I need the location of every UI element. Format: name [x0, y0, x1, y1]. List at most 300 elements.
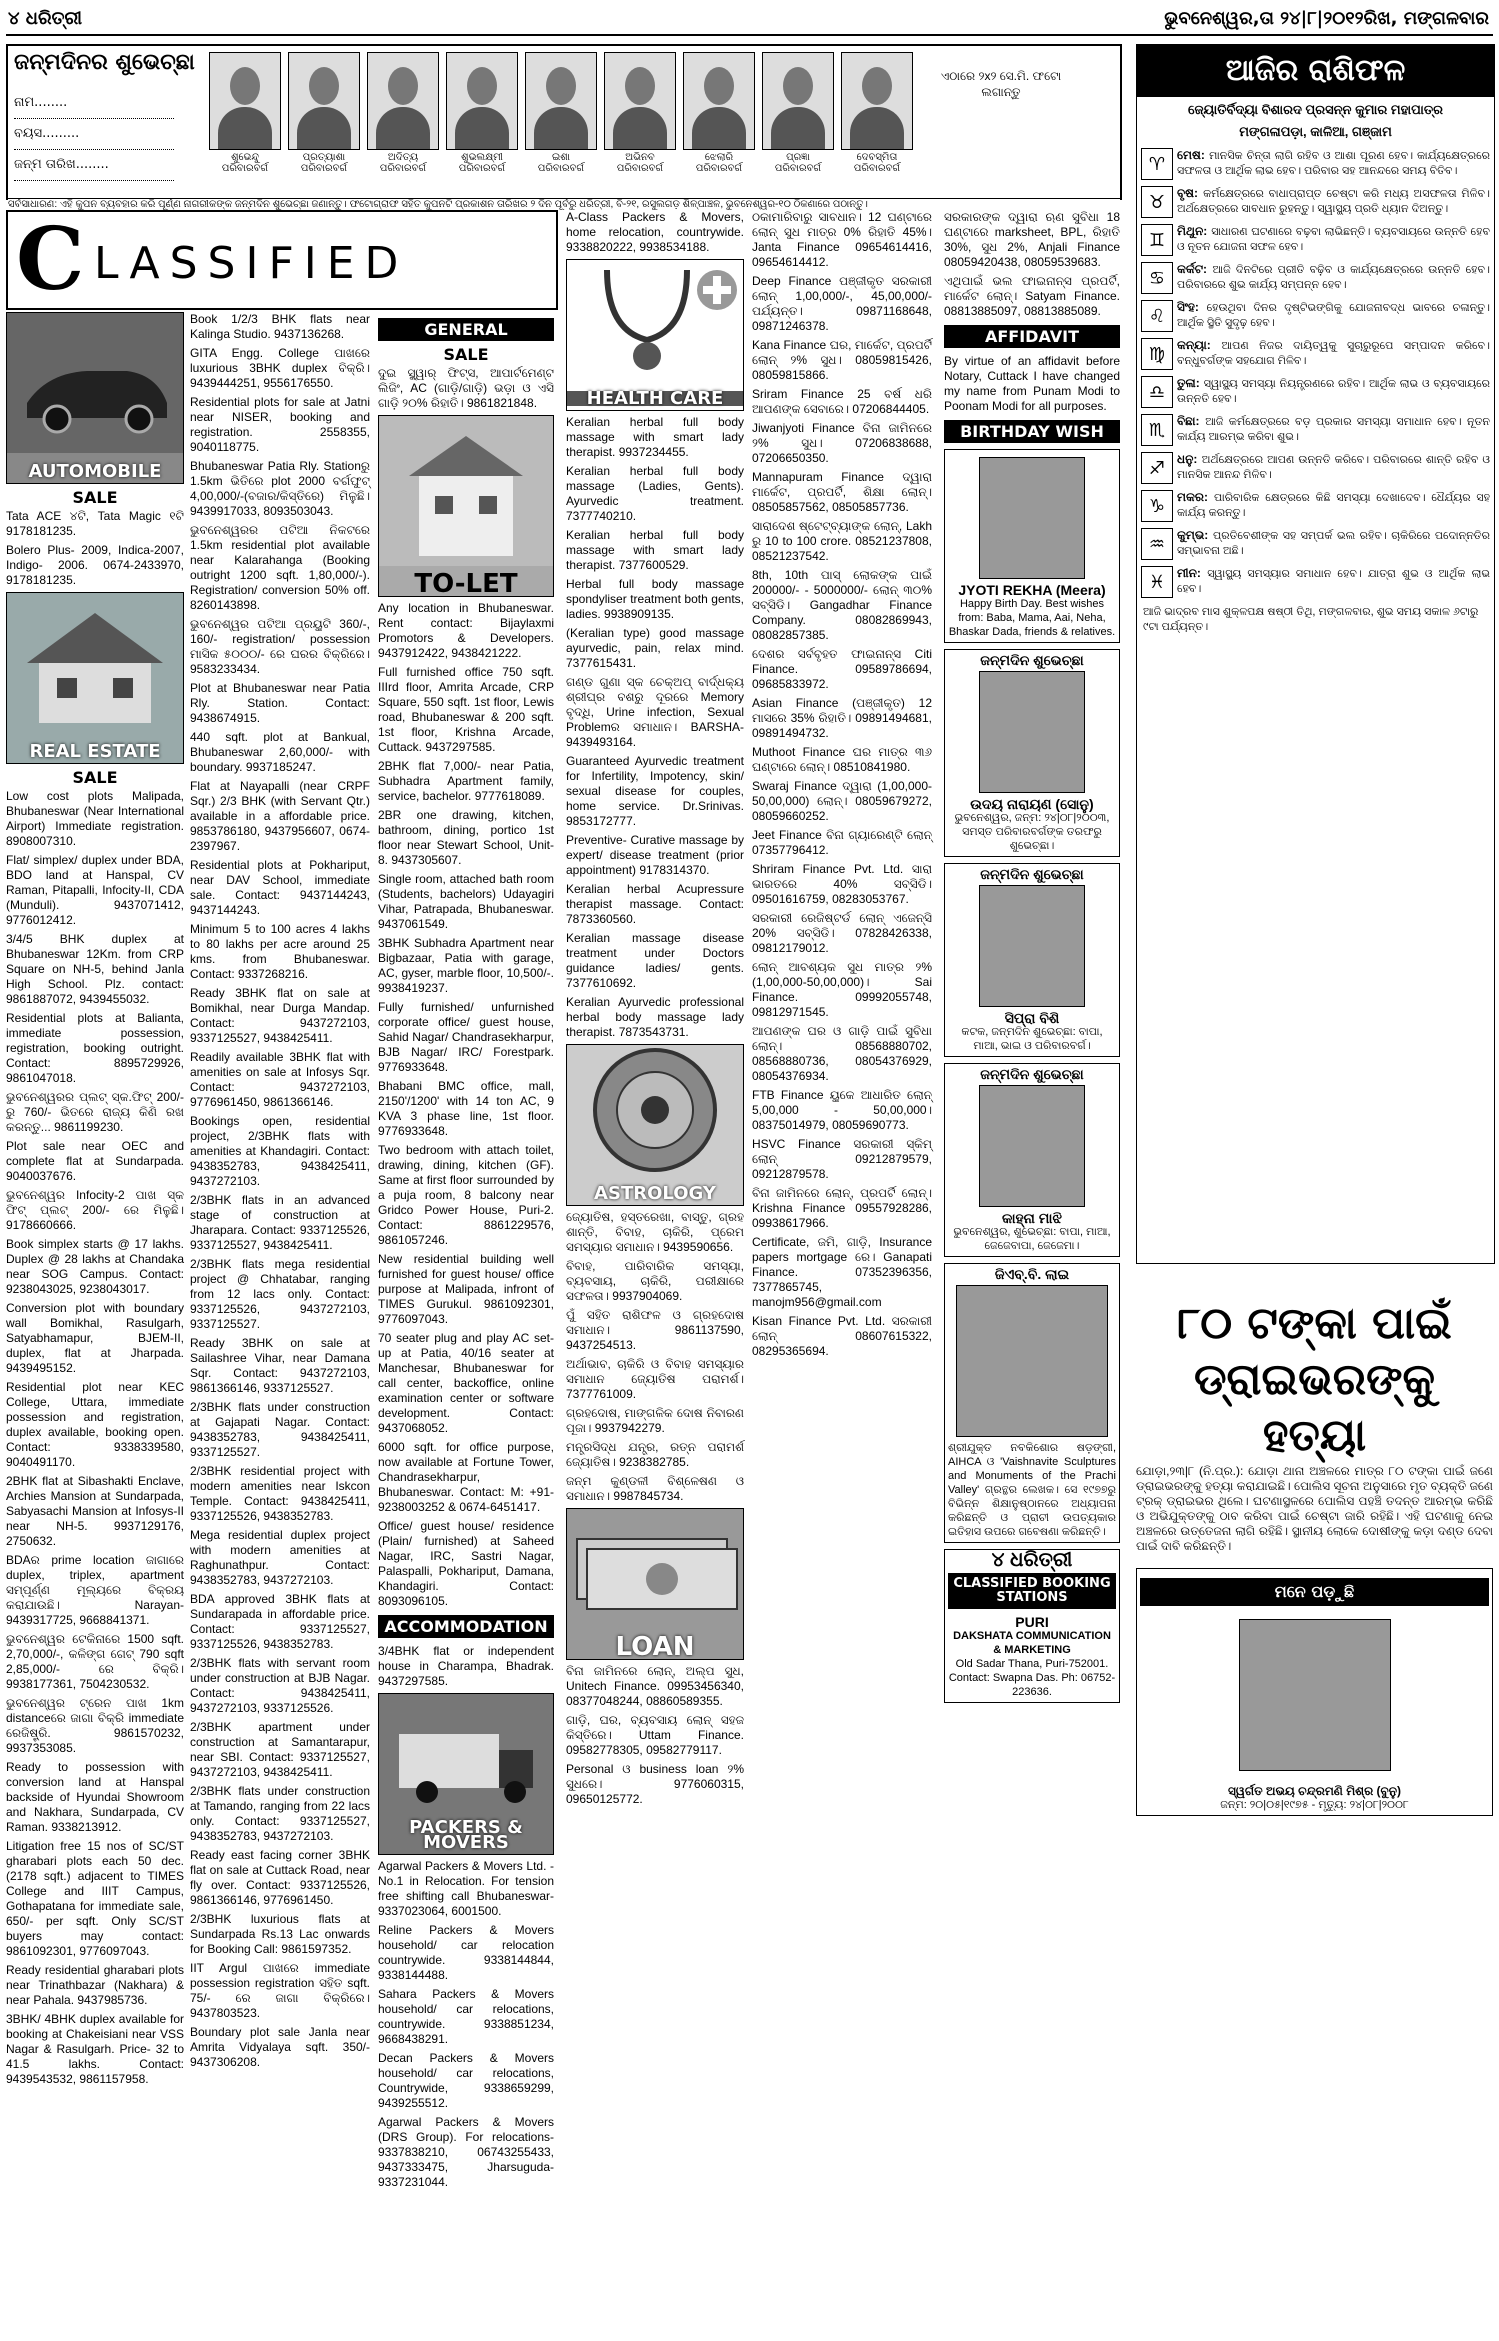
- banner-c: C: [16, 209, 85, 310]
- jan1-heading: ଜନ୍ମଦିନ ଶୁଭେଚ୍ଛା: [980, 652, 1084, 668]
- col4-health-ads: [566, 415, 744, 1040]
- ad-tolet-3: 2BR one drawing, kitchen, bathroom, dining, portico 1st floor near Stewart School, Unit-8. 9437305607.: [378, 808, 554, 867]
- ad-col2-1: GITA Engg. College ପାଖରେ luxurious 3BHK duplex ବିକ୍ରି। 9439444251, 9556176550.: [190, 346, 370, 390]
- page-header: [6, 4, 1493, 36]
- kid-name: ଅଦିତ୍ୟ: [387, 152, 419, 163]
- ad-realestate-4: ଭୁବନେଶ୍ୱରର ପ୍ଲଟ୍ ସ୍କ.ଫିଟ୍ 200/- ରୁ 760/- ଭିତରେ ରାଜ୍ୟ କିଣି ରଖ କରନ୍ତୁ... 9861199230.: [6, 1090, 184, 1134]
- ad-realestate-11: BDAର prime location ଜାଗାରେ duplex, triplex, apartment ସମ୍ପୂର୍ଣ୍ଣ ମୂଲ୍ୟରେ ବିକ୍ରୟ କରାଯାଉଛି। Narayan- 9439317725, 9668841371.: [6, 1553, 184, 1627]
- ad-realestate-1: Flat/ simplex/ duplex under BDA, BDO land at Hanspal, CV Raman, Pitapalli, Infocity-II, CDA (Munduli). 9437071412, 9776012412.: [6, 853, 184, 927]
- ad-col2-20: BDA approved 3BHK flats at Sundarapada in affordable price. Contact: 9337125527, 9337125526, 9438352783.: [190, 1592, 370, 1651]
- ad-health-6: Guaranteed Ayurvedic treatment for Infertility, Impotency, skin/ sexual disease for couples, home service. Dr.Srinivas. 9853172777.: [566, 754, 744, 828]
- kid-photo: [604, 52, 676, 150]
- rashi-sign: [1137, 411, 1494, 449]
- kid-sub: ପରିବାରବର୍ଗ: [616, 163, 664, 174]
- jan3-heading: ଜନ୍ମଦିନ ଶୁଭେଚ୍ଛା: [980, 1066, 1084, 1082]
- ad-finance-9: Muthoot Finance ଘର ମାତ୍ର ୩୬ ଘଣ୍ଟାରେ ଲୋନ୍। 08510841980.: [752, 745, 932, 774]
- packers-label: PACKERS & MOVERS: [409, 1817, 523, 1853]
- rashi-name: ସିଂହ:: [1177, 300, 1207, 314]
- birthday-wish-box: [944, 449, 1120, 643]
- kid-name: ପ୍ରତ୍ୟାଶା: [302, 152, 346, 163]
- kid-photo: [288, 52, 360, 150]
- jan3-photo: [979, 1085, 1085, 1207]
- birthday-footer: ସର୍ବସାଧାରଣ: ଏହି କୁପନ ବ୍ୟବହାର କରି ପୂର୍ଣ୍ଣ ନାଗରୀକଙ୍କ ଜନ୍ମଦିନ ଶୁଭେଚ୍ଛା ଜଣାନ୍ତୁ। ଫଟୋଗ୍ରାଫ ସହିତ କୁପନଟି ପ୍ରକାଶନ ତାରିଖର ୨ ଦିନ ପୂର୍ବରୁ ଧରିତ୍ରୀ, ବି-୨୧, ରସୁଲଗଡ଼ ଶିଳ୍ପାଞ୍ଚଳ, ଭୁବନେଶ୍ୱର-୧୦ ଠିକଣାରେ ପଠାନ୍ତୁ।: [8, 198, 1120, 210]
- kid-card: [287, 52, 361, 182]
- rashi-sign: [1137, 145, 1494, 183]
- col1-auto-ads: [6, 509, 184, 588]
- kid-photo: [683, 52, 755, 150]
- ad-tolet-10: 70 seater plug and play AC set-up at Patia, 40/16 seater at Manchesar, Bhubaneswar for call center, backoffice, online examination center or software development. Contact: 9437068052.: [378, 1331, 554, 1435]
- col3-accommodation-ads: [378, 1644, 554, 1689]
- ad-loan-0: ବିନା ଜାମିନରେ ଲୋନ୍, ଅଲ୍ପ ସୁଧ, Unitech Finance. 09953456340, 08377048244, 08860589355.: [566, 1664, 744, 1708]
- ad-col2-11: Ready 3BHK flat on sale at Bomikhal, near Durga Mandap. Contact: 9437272103, 9337125527, 9438425411.: [190, 986, 370, 1045]
- astrology-image: [566, 1044, 744, 1206]
- real-estate-image: [6, 592, 184, 764]
- ad-col2-26: IIT Argul ପାଖରେ immediate possession registration ସହିତ sqft. 75/- ରେ ଜାଗା ବିକ୍ରିରେ। 9437803523.: [190, 1961, 370, 2020]
- rashi-sign: [1137, 221, 1494, 259]
- ad-col6-0: ସରକାରଙ୍କ ଦ୍ୱାରା ଋଣ ସୁବିଧା 18 ଘଣ୍ଟାରେ marksheet, BPL, ରିହାତି 30%, ସୁଧ 2%, Anjali Finance 08059420438, 08059539683.: [944, 210, 1120, 269]
- rashifala-signs: [1137, 145, 1494, 601]
- ad-health-5: ଗଣ୍ଡ ଗୁଣା ସ୍କ ଚେକ୍‌ଅପ୍ ବାର୍ଦ୍ଧକ୍ୟ ଶ୍ରୀଘ୍ର ବଶରୁ ଦୂରରେ Memory ବୃଦ୍ଧି, Urine infection, Sexual Problemର ସମାଧାନ। BARSHA- 9439493164.: [566, 675, 744, 749]
- ad-finance-4: Mannapuram Finance ଦ୍ୱାରା ମାର୍କେଟ, ପ୍ରପର୍ଟି, ଶିକ୍ଷା ଲୋନ୍। 08505857562, 08505857736.: [752, 470, 932, 514]
- rashi-text: ଧନୁ: ଅର୍ଥକ୍ଷେତ୍ରରେ ଆପଣ ଉନ୍ନତି କରିବେ। ପରିବାରରେ ଶାନ୍ତି ରହିବ ଓ ମାନସିକ ଆନନ୍ଦ ମିଳିବ।: [1177, 452, 1490, 481]
- ad-col2-12: Readily available 3BHK flat with amenities on sale at Infosys Sqr. Contact: 9437272103, 9776961450, 9861366146.: [190, 1050, 370, 1109]
- general-heading: GENERAL: [378, 318, 554, 341]
- mane-photo-wrap: [1140, 1612, 1489, 1778]
- kid-card: [840, 52, 914, 182]
- packers-image: [378, 1693, 554, 1855]
- ad-col2-5: ଭୁବନେଶ୍ୱର ପଟିଆ ପ୍ରୟୁଟି 360/-, 160/- registration/ possession ମାସିକ ୫୦୦୦/- ରେ ଘରର ବିକ୍ରିରେ। 9583233434.: [190, 617, 370, 676]
- col5-top-ads: [752, 210, 932, 270]
- column-3: [378, 312, 554, 2194]
- kid-sub: ପରିବାରବର୍ଗ: [221, 163, 269, 174]
- jan1-photo: [979, 671, 1085, 793]
- rashi-text: ବିଛା: ଆଜି କର୍ମକ୍ଷେତ୍ରରେ ବଡ଼ ପ୍ରକାର ସମସ୍ୟା ସମାଧାନ ହେବ। ନୂତନ କାର୍ଯ୍ୟ ଆରମ୍ଭ କରିବା ଶୁଭ।: [1177, 414, 1490, 443]
- booking-address: Old Sadar Thana, Puri-752001. Contact: Swapna Das. Ph: 06752-223636.: [948, 1658, 1116, 1698]
- ad-astro-0: ଜ୍ୟୋତିଷ, ହସ୍ତରେଖା, ବାସ୍ତୁ, ଗ୍ରହ ଶାନ୍ତି, ବିବାହ, ଚାକିରି, ପ୍ରେମ ସମସ୍ୟାର ସମାଧାନ। 9439590656.: [566, 1210, 744, 1254]
- ad-accommodation-0: 3/4BHK flat or independent house in Charampa, Bhadrak. 9437297585.: [378, 1644, 554, 1688]
- ad-finance-12: Shriram Finance Pvt. Ltd. ସାରା ଭାରତରେ 40% ସବ୍‌ସିଡି। 09501616759, 08283053767.: [752, 862, 932, 906]
- ad-col4-top-0: A-Class Packers & Movers, home relocation, countrywide. 9338820222, 9938534188.: [566, 210, 744, 254]
- ad-col2-21: 2/3BHK flats with servant room under construction at BJB Nagar. Contact: 9438425411, 9437272103, 9337125526.: [190, 1656, 370, 1715]
- rashifala-address: ମଙ୍ଗଳାପଡ଼ା, କାଳିଆ, ଗଞ୍ଜାମ: [1239, 124, 1392, 139]
- ad-realestate-3: Residential plots at Balianta, immediate possession, registration, booking outright. Contact: 8895729926, 9861047018.: [6, 1011, 184, 1085]
- ad-tolet-11: 6000 sqft. for office purpose, now available at Fortune Tower, Chandrasekharpur, Bhubaneswar. Contact: M: +91-9238003252 & 0674-6451417.: [378, 1440, 554, 1514]
- ad-col2-9: Residential plots at Pokhariput, near DAV School, immediate sale. Contact: 9437144243, 9437144243.: [190, 858, 370, 917]
- affidavit-text: By virtue of an affidavit before Notary, Cuttack I have changed my name from Punam Modi to Poonam Modi for all purposes.: [944, 354, 1120, 413]
- ad-realestate-2: 3/4/5 BHK duplex at Bhubaneswar 12Km. from CRP Square on NH-5, behind Janla High School. Plz. contact: 9861887072, 9439455032.: [6, 932, 184, 1006]
- ad-astro-6: ଜନ୍ମ କୁଣ୍ଡଳୀ ବିଶ୍ଳେଷଣ ଓ ସମାଧାନ। 9987845734.: [566, 1474, 744, 1503]
- ad-finance-2: Sriram Finance 25 ବର୍ଷ ଧରି ଆପଣଙ୍କ ସେବାରେ। 07206844405.: [752, 387, 932, 416]
- col6-top-ads: [944, 210, 1120, 319]
- ad-tolet-9: New residential building well furnished for guest house/ office purpose at Malipada, infront of TIMES Gurukul. 9861092301, 9776097043.: [378, 1252, 554, 1326]
- classified-banner: [6, 210, 558, 310]
- rashi-text: ମକର: ପାରିବାରିକ କ୍ଷେତ୍ରରେ କିଛି ସମସ୍ୟା ଦେଖାଦେବ। ଧୈର୍ଯ୍ୟର ସହ କାର୍ଯ୍ୟ କରନ୍ତୁ।: [1177, 490, 1490, 519]
- column-5: [752, 210, 932, 1363]
- ad-auto-1: Bolero Plus- 2009, Indica-2007, Indigo- 2006. 0674-2433970, 9178181235.: [6, 543, 184, 587]
- kid-name: ଶୁଭଲକ୍ଷ୍ମୀ: [461, 152, 503, 163]
- kid-card: [366, 52, 440, 182]
- ad-col2-13: Bookings open, residential project, 2/3BHK flats with amenities at Khandagiri. Contact: 9438352783, 9438425411, 9437272103.: [190, 1114, 370, 1188]
- ad-col5-top-0: ଠକାମାରିବାରୁ ସାବଧାନ। 12 ଘଣ୍ଟାରେ ଲୋନ୍ ସୁଧ ମାତ୍ର 0% ରିହାତି 45%। Janta Finance 09654614416, 09654614412.: [752, 210, 932, 269]
- ad-health-1: Keralian herbal full body massage (Ladies, Gents). Ayurvedic treatment. 7377740210.: [566, 464, 744, 523]
- column-6: [944, 210, 1120, 1709]
- zodiac-sign-icon: ♒: [1141, 528, 1173, 560]
- rashifala-title: ଆଜିର ରାଶିଫଳ: [1137, 45, 1494, 97]
- kid-sub: ପରିବାରବର୍ଗ: [379, 163, 427, 174]
- kid-name: ଶୁଭେନ୍ଦୁ: [231, 152, 259, 163]
- ad-packers-2: Sahara Packers & Movers household/ car relocations, countrywide. 9338851234, 9668438291.: [378, 1987, 554, 2046]
- rashi-name: ମିଥୁନ:: [1177, 224, 1212, 238]
- kid-card: [682, 52, 756, 182]
- to-let-image: [378, 415, 554, 597]
- rashi-sign: [1137, 373, 1494, 411]
- rashi-name: କନ୍ୟା:: [1177, 338, 1222, 352]
- zodiac-sign-icon: ♍: [1141, 338, 1173, 370]
- news-headline: ୮୦ ଟଙ୍କା ପାଇଁ ଡ୍ରାଇଭରଙ୍କୁ ହତ୍ୟା: [1177, 1298, 1452, 1461]
- ad-health-8: Keralian herbal Acupressure therapist massage. Contact: 7873360560.: [566, 882, 744, 926]
- kid-photo: [525, 52, 597, 150]
- jan3-name: କାହ୍ନା ମାଝି: [1001, 1210, 1062, 1226]
- ad-auto-0: Tata ACE ୪ଟି, Tata Magic ୧ଟି 9178181235.: [6, 509, 184, 538]
- ad-col2-2: Residential plots for sale at Jatni near NISER, booking and registration. 2558355, 9040118775.: [190, 395, 370, 454]
- col3-packers-ads: [378, 1859, 554, 2190]
- rashi-text: କର୍କଟ: ଆଜି ଦିନଟିରେ ପ୍ରୀତି ବଢ଼ିବ ଓ କାର୍ଯ୍ୟକ୍ଷେତ୍ରରେ ଉନ୍ନତି ହେବ। ପରିବାରରେ ଶୁଭ କାର୍ଯ୍ୟ ସମ୍ପନ୍ନ ହେବ।: [1177, 262, 1490, 291]
- kid-photo: [367, 52, 439, 150]
- kid-sub: ପରିବାରବର୍ଗ: [774, 163, 822, 174]
- page-number: ୪ ଧରିତ୍ରୀ: [8, 8, 83, 29]
- booking-box: [944, 1549, 1120, 1703]
- booking-station: PURI: [1015, 1614, 1049, 1630]
- ad-col6-1: ଏଥିପାଇଁ ଭଲ ଫାଇନାନ୍ସ ପ୍ରପର୍ଟି, ମାର୍କେଟ ଲୋନ୍। Satyam Finance. 08813885097, 08813885089.: [944, 274, 1120, 318]
- ad-col2-10: Minimum 5 to 100 acres 4 lakhs to 80 lakhs per acre around 25 kms. from Bhubaneswar. Contact: 9337268216.: [190, 922, 370, 981]
- ad-finance-6: 8th, 10th ପାସ୍ ଲୋକଙ୍କ ପାଇଁ 200000/- - 5000000/- ଲୋନ୍ ୩୦% ସବ୍‌ସିଡି। Gangadhar Finance Company. 08082869943, 08082857385.: [752, 568, 932, 642]
- kid-sub: ପରିବାରବର୍ଗ: [695, 163, 743, 174]
- ad-finance-11: Jeet Finance ବିନା ଗ୍ୟାରେଣ୍ଟି ଲୋନ୍ 07357796412.: [752, 828, 932, 857]
- health-care-image: [566, 259, 744, 411]
- kid-sub: ପରିବାରବର୍ଗ: [300, 163, 348, 174]
- ad-health-7: Preventive- Curative massage by expert/ disease treatment (prior appointment) 9178314370.: [566, 833, 744, 877]
- automobile-label: AUTOMOBILE: [28, 461, 162, 482]
- birthday-wish-heading: BIRTHDAY WISH: [944, 420, 1120, 443]
- zodiac-sign-icon: ♎: [1141, 376, 1173, 408]
- ad-col2-15: 2/3BHK flats mega residential project @ Chhatabar, ranging from 12 lacs only. Contact: 9337125526, 9437272103, 9337125527.: [190, 1257, 370, 1331]
- truck-icon: [379, 1694, 553, 1824]
- kid-sub: ପରିବାରବର୍ଗ: [458, 163, 506, 174]
- rashi-name: ମକର:: [1177, 490, 1214, 504]
- astrology-label: ASTROLOGY: [594, 1183, 716, 1204]
- rashi-text: ମିଥୁନ: ସାଧାରଣ ଘଟଣାରେ ବଢ଼ବା ଲାଭିଛନ୍ତି। ବ୍ୟବସାୟରେ ଉନ୍ନତି ହେବ ଓ ନୂତନ ଯୋଜନା ସଫଳ ହେବ।: [1177, 224, 1490, 253]
- mane-heading: ମନେ ପଡ଼ୁଛି: [1140, 1578, 1489, 1606]
- rashi-sign: [1137, 525, 1494, 563]
- zodiac-sign-icon: ♌: [1141, 300, 1173, 332]
- ad-packers-0: Agarwal Packers & Movers Ltd. - No.1 in Relocation. For tension free shifting call Bhubaneswar- 9337023064, 6001500.: [378, 1859, 554, 1918]
- ad-health-10: Keralian Ayurvedic professional herbal body massage lady therapist. 7873543731.: [566, 995, 744, 1039]
- zodiac-sign-icon: ♏: [1141, 414, 1173, 446]
- jan1-name: ଉଦୟ ନାରାୟଣ (ସୋନୁ): [970, 796, 1094, 812]
- col5-finance-ads: [752, 274, 932, 1359]
- ad-loan-2: Personal ଓ business loan ୨% ସୁଧରେ। 9776060315, 09650125772.: [566, 1762, 744, 1806]
- ad-realestate-15: Litigation free 15 nos of SC/ST gharabari plots each 50 dec. (2178 sqft.) adjacent to TIMES College and IIIT Campus, Gothapatana for immediate sale, 650/- per sqft. Only SC/ST buyers may contact: 9861092301, 9776097043.: [6, 1839, 184, 1958]
- ad-finance-5: ସାରାଦେଶ ଷ୍ଟେଟ୍‌ବ୍ୟାଙ୍କ ଲୋନ୍, Lakh ରୁ 10 to 100 crore. 08521237808, 08521237542.: [752, 519, 932, 563]
- health-care-label: HEALTH CARE: [567, 391, 743, 406]
- kids-row: [208, 52, 918, 182]
- ad-col2-7: 440 sqft. plot at Bankual, Bhubaneswar 2,60,000/- with boundary. 9937185247.: [190, 730, 370, 774]
- kid-photo: [209, 52, 281, 150]
- col3-general-ads: [378, 366, 554, 411]
- ad-tolet-8: Two bedroom with attach toilet, drawing, dining, kitchen (GF). Same at first floor surrounded by a puja room, 8 balcony near Gridco Power House, Puri-2. Contact: 8861229576, 9861057246.: [378, 1143, 554, 1247]
- mane-photo: [1239, 1619, 1391, 1771]
- jeevan-text: ଶ୍ରୀଯୁକ୍ତ ନବକିଶୋର ଷଡ଼ଙ୍ଗୀ, AIHCA ଓ 'Vaishnavite Sculptures and Monuments of the Prachi Valley' ଗ୍ରନ୍ଥର ଲେଖକ। ସେ ୧୯୭୭ରୁ ବିଭିନ୍ନ ଶିକ୍ଷାନୁଷ୍ଠାନରେ ଅଧ୍ୟାପନା କରିଛନ୍ତି ଓ ପ୍ରାଚୀ ଉପତ୍ୟକାର ଇତିହାସ ଉପରେ ଗବେଷଣା କରିଛନ୍ତି।: [948, 1442, 1116, 1538]
- sale-heading: SALE: [72, 488, 118, 507]
- wish-text: Happy Birth Day. Best wishes from: Baba, Mama, Aai, Neha, Bhaskar Dada, friends & relatives.: [948, 598, 1116, 638]
- kid-photo: [841, 52, 913, 150]
- ad-health-3: Herbal full body massage spondyliser treatment both gents, ladies. 9938909135.: [566, 577, 744, 621]
- ad-finance-18: ବିନା ଜାମିନରେ ଲୋନ୍, ପ୍ରପର୍ଟି ଲୋନ୍। Krishna Finance 09557928286, 09938617966.: [752, 1186, 932, 1230]
- ad-finance-1: Kana Finance ଘର, ମାର୍କେଟ, ପ୍ରପର୍ଟି ଲୋନ୍ ୨% ସୁଧ। 08059815426, 08059815866.: [752, 338, 932, 382]
- zodiac-sign-icon: ♓: [1141, 566, 1173, 598]
- ad-tolet-5: 3BHK Subhadra Apartment near Bigbazaar, Patia with garage, AC, gyser, marble floor, 10,500/-. 9938419237.: [378, 936, 554, 995]
- ad-col2-3: Bhubaneswar Patia Rly. Stationରୁ 1.5km ଭିତିରେ plot 2000 ବର୍ଗଫୁଟ୍ 4,00,000/-(ବଜାର/କିସ୍ତିରେ) ମିଳୁଛି। 9439917033, 8093503043.: [190, 459, 370, 518]
- jeevan-box: [944, 1263, 1120, 1543]
- zodiac-sign-icon: ♑: [1141, 490, 1173, 522]
- ad-realestate-5: Plot sale near OEC and complete flat at Sundarpada. 9040037676.: [6, 1139, 184, 1183]
- building-icon: [379, 416, 553, 566]
- birthday-form: [14, 88, 174, 181]
- rashi-sign: [1137, 449, 1494, 487]
- ad-realestate-12: ଭୁବନେଶ୍ୱର ଟେକିନାରେ 1500 sqft. 2,70,000/-, କଳିଙ୍ଗ ଗେଟ୍ 790 sqft 2,85,000/- ରେ ବିକ୍ରି। 9938177361, 7504230532.: [6, 1632, 184, 1691]
- ad-realestate-6: ଭୁବନେଶ୍ୱର Infocity-2 ପାଖ ସ୍କ ଫିଟ୍ ପ୍ଲଟ୍ 200/- ରେ ମିଳୁଛି। 9178660666.: [6, 1188, 184, 1232]
- ad-tolet-12: Office/ guest house/ residence (Plain/ furnished) at Saheed Nagar, IRC, Sastri Nagar, Palaspalli, Pokhariput, Damana, Khandagiri. Contact: 8093096105.: [378, 1519, 554, 1608]
- ad-realestate-10: 2BHK flat at Sibashakti Enclave, Archies Mansion at Sundarpada, Sabyasachi Mansion at Infosys-II near NH-5. 9937129176, 2750632.: [6, 1474, 184, 1548]
- janmadina-box-3: [944, 1063, 1120, 1257]
- rashi-name: ବୃଷ:: [1177, 186, 1204, 200]
- ad-realestate-16: Ready residential gharabari plots near Trinathbazar (Nakhara) & near Pahala. 9437985736.: [6, 1963, 184, 2007]
- ad-finance-10: Swaraj Finance ଦ୍ୱାରା (1,00,000- 50,00,000) ଲୋନ୍। 08059679272, 08059660252.: [752, 779, 932, 823]
- rashi-name: ତୁଳା:: [1177, 376, 1204, 390]
- rashi-sign: [1137, 183, 1494, 221]
- ad-col2-22: 2/3BHK apartment under construction at Samantarapur, near SBI. Contact: 9337125527, 9437272103, 9438425411.: [190, 1720, 370, 1779]
- ad-packers-1: Reline Packers & Movers household/ car relocation countrywide. 9338144844, 9338144488.: [378, 1923, 554, 1982]
- janmadina-box-1: [944, 649, 1120, 857]
- jan2-name: ସିପ୍ରା ବିଶି: [1004, 1010, 1060, 1026]
- ad-astro-3: ଅର୍ଥାଭାବ, ଚାକିରି ଓ ବିବାହ ସମସ୍ୟାର ସମାଧାନ ଜ୍ୟୋତିଷ ପରାମର୍ଶ। 7377761009.: [566, 1357, 744, 1401]
- col1-realestate-ads: [6, 789, 184, 2087]
- zodiac-sign-icon: ♈: [1141, 148, 1173, 180]
- rashi-sign: [1137, 335, 1494, 373]
- to-let-label: TO-LET: [414, 569, 518, 599]
- house-icon: [7, 593, 183, 733]
- ad-col2-14: 2/3BHK flats in an advanced stage of construction at Jharapara. Contact: 9337125526, 9337125527, 9438425411.: [190, 1193, 370, 1252]
- rashi-sign: [1137, 297, 1494, 335]
- column-1: [6, 312, 184, 2091]
- ad-finance-0: Deep Finance ପଞ୍ଜୀକୃତ ସରକାରୀ ଲୋନ୍ 1,00,000/-, 45,00,000/- ପର୍ଯ୍ୟନ୍ତ। 09871168648, 09871246378.: [752, 274, 932, 333]
- rashi-name: ମୀନ:: [1177, 566, 1208, 580]
- ad-finance-16: FTB Finance ୟୁକେ ଆଧାରିତ ଲୋନ୍ 5,00,000 - 50,00,000। 08375014979, 08059690773.: [752, 1088, 932, 1132]
- ad-realestate-9: Residential plot near KEC College, Uttara, immediate possession and registration, duplex available, booking open. Contact: 9338339580, 9040491170.: [6, 1380, 184, 1469]
- kid-name: ଝେଲାରି: [704, 152, 734, 163]
- real-estate-label: REAL ESTATE: [29, 741, 161, 762]
- janmadina-box-2: [944, 863, 1120, 1057]
- ad-tolet-0: Any location in Bhubaneswar. Rent contact: Bijaylaxmi Promotors & Developers. 9437912422, 9438421222.: [378, 601, 554, 660]
- ad-col2-8: Flat at Nayapalli (near CRPF Sqr.) 2/3 BHK (with Servant Qtr.) available in a affordable price. 9853786180, 9437956607, 0674-2397967.: [190, 779, 370, 853]
- rashi-name: ବିଛା:: [1177, 414, 1206, 428]
- form-name: ନାମ........: [14, 88, 174, 119]
- car-icon: [7, 313, 183, 453]
- form-age: ବୟସ.........: [14, 119, 174, 150]
- rashifala-author: ଜ୍ୟୋତିର୍ବିଦ୍ୟା ବିଶାରଦ ପ୍ରସନ୍ନ କୁମାର ମହାପାତ୍ର: [1188, 102, 1443, 117]
- ad-realestate-13: ଭୁବନେଶ୍ୱର ଟ୍ରେନ ପାଖ 1km distanceରେ ଜାଗା ବିକ୍ରି immediate ରେଜିଷ୍ଟ୍ରି. 9861570232, 9937353085.: [6, 1696, 184, 1755]
- ad-col2-0: Book 1/2/3 BHK flats near Kalinga Studio. 9437136268.: [190, 312, 370, 341]
- ad-col2-18: 2/3BHK residential project with modern amenities near Iskcon Temple. Contact: 9438425411, 9337125526, 9438352783.: [190, 1464, 370, 1523]
- ad-col2-19: Mega residential duplex project with modern amenities at Raghunathpur. Contact: 9438352783, 9437272103.: [190, 1528, 370, 1587]
- rashifala-note: ଆଜି ଭାଦ୍ରବ ମାସ ଶୁକ୍ଳପକ୍ଷ ଷଷ୍ଠୀ ତିଥି, ମଙ୍ଗଳବାର, ଶୁଭ ସମୟ ସକାଳ ୬ଟାରୁ ୯ଟା ପର୍ଯ୍ୟନ୍ତ।: [1143, 606, 1479, 633]
- rashi-text: କନ୍ୟା: ଆପଣ ନିଜର ଦାୟିତ୍ୱକୁ ସୁଚାରୁରୂପେ ସମ୍ପାଦନ କରିବେ। ବନ୍ଧୁବର୍ଗଙ୍କ ସହଯୋଗ ମିଳିବ।: [1177, 338, 1491, 367]
- kid-name: ପ୍ରଜ୍ଞା: [786, 152, 810, 163]
- col3-tolet-ads: [378, 601, 554, 1609]
- ad-health-9: Keralian massage disease treatment under Doctors guidance ladies/ gents. 7377610692.: [566, 931, 744, 990]
- kid-photo: [446, 52, 518, 150]
- rashi-sign: [1137, 259, 1494, 297]
- ad-col2-24: Ready east facing corner 3BHK flat on sale at Cuttack Road, near fly over. Contact: 9337125526, 9861366146, 9776961450.: [190, 1848, 370, 1907]
- ad-col2-27: Boundary plot sale Janla near Amrita Vidyalaya sqft. 350/- 9437306208.: [190, 2025, 370, 2069]
- kid-sub: ପରିବାରବର୍ଗ: [537, 163, 585, 174]
- kid-card: [445, 52, 519, 182]
- jan3-text: ଭୁବନେଶ୍ୱର, ଶୁଭେଚ୍ଛା: ବାପା, ମାଆ, ଜେଜେବାପା, ଜେଜେମା।: [953, 1226, 1111, 1252]
- ad-col2-17: 2/3BHK flats under construction at Gajapati Nagar. Contact: 9438352783, 9438425411, 9337125527.: [190, 1400, 370, 1459]
- ad-col2-16: Ready 3BHK on sale at Sailashree Vihar, near Damana Sqr. Contact: 9437272103, 9861366146, 9337125527.: [190, 1336, 370, 1395]
- rashi-name: ଧନୁ:: [1177, 452, 1202, 466]
- column-4: [566, 210, 744, 1811]
- kid-card: [761, 52, 835, 182]
- ad-realestate-0: Low cost plots Malipada, Bhubaneswar (Near International Airport) Immediate registration. 8908007310.: [6, 789, 184, 848]
- ad-finance-3: Jiwanjyoti Finance ବିନା ଜାମିନରେ ୨% ସୁଧ। 07206838688, 07206650350.: [752, 421, 932, 465]
- rashi-name: କୁମ୍ଭ:: [1177, 528, 1214, 542]
- mane-name: ସ୍ୱର୍ଗତ ଅଭୟ ଚନ୍ଦ୍ରମଣି ମିଶ୍ର (ବୁନୁ): [1228, 1784, 1401, 1798]
- ad-general-0: ଦୁଇ ସ୍କ୍ୱାର୍ ଫିଟ୍‌ସ, ଆପାର୍ଟମେଣ୍ଟ ଲିଜିଂ, AC (ଗାଡ଼ି/ଗାଡ଼ି) ଭଡ଼ା ଓ ଏସି ଗାଡ଼ି ୨୦% ରିହାତି। 9861821848.: [378, 366, 554, 410]
- stethoscope-icon: [567, 260, 743, 380]
- news-body: ଯୋଡ଼ା,୨୩|୮ (ନି.ପ୍ର.): ଯୋଡ଼ା ଥାନା ଅଞ୍ଚଳରେ ମାତ୍ର ୮୦ ଟଙ୍କା ପାଇଁ ଜଣେ ଡ୍ରାଇଭରଙ୍କୁ ହତ୍ୟା କରାଯାଇଛି। ପୋଲିସ ସୂଚନା ଅନୁସାରେ ମୃତ ବ୍ୟକ୍ତି ଜଣେ ଟ୍ରକ୍ ଡ୍ରାଇଭର ଥିଲେ। ଘଟଣାସ୍ଥଳରେ ପୋଲିସ ପହଞ୍ଚି ତଦନ୍ତ ଆରମ୍ଭ କରିଛି ଓ ଅଭିଯୁକ୍ତଙ୍କୁ ଠାବ କରିବା ପାଇଁ ଚେଷ୍ଟା ଜାରି ରହିଛି। ଏହି ଘଟଣାକୁ ନେଇ ଅଞ୍ଚଳରେ ଉତ୍ତେଜନା ଲାଗି ରହିଛି। ସ୍ଥାନୀୟ ଲୋକେ ଦୋଷୀଙ୍କୁ କଡ଼ା ଦଣ୍ଡ ଦେବା ପାଇଁ ଦାବି କରିଛନ୍ତି।: [1136, 1464, 1493, 1553]
- booking-firm: DAKSHATA COMMUNICATION & MARKETING: [953, 1630, 1111, 1656]
- automobile-image: [6, 312, 184, 484]
- page-date: ଭୁବନେଶ୍ୱର,ତା ୨୪|୮|୨୦୧୨ରିଖ, ମଙ୍ଗଳବାର: [1164, 8, 1489, 29]
- kid-card: [524, 52, 598, 182]
- ad-astro-1: ବିବାହ, ପାରିବାରିକ ସମସ୍ୟା, ବ୍ୟବସାୟ, ଚାକିରି, ପରୀକ୍ଷାରେ ସଫଳତା। 9937904069.: [566, 1259, 744, 1303]
- ad-col2-23: 2/3BHK flats under construction at Tamando, ranging from 22 lacs only. Contact: 9337125527, 9438352783, 9437272103.: [190, 1784, 370, 1843]
- birthday-title: ଜନ୍ମଦିନର ଶୁଭେଚ୍ଛା: [14, 50, 195, 75]
- sale-heading-3: SALE: [443, 345, 489, 364]
- zodiac-sign-icon: ♋: [1141, 262, 1173, 294]
- ad-health-2: Keralian herbal full body massage with smart lady therapist. 7377600529.: [566, 528, 744, 572]
- ad-finance-8: Asian Finance (ପଞ୍ଜୀକୃତ) 12 ମାସରେ 35% ରିହାତି। 09891494681, 09891494732.: [752, 696, 932, 740]
- ad-tolet-4: Single room, attached bath room (Students, bachelors) Udayagiri Vihar, Patrapada, Bhubaneswar. 9437061549.: [378, 872, 554, 931]
- jeevan-heading: ଜିଏବ୍.ବି. ଲାଇ: [994, 1266, 1070, 1282]
- ad-astro-4: ଗ୍ରହଦୋଷ, ମାଙ୍ଗଳିକ ଦୋଷ ନିବାରଣ ପୂଜା। 9937942279.: [566, 1406, 744, 1435]
- kid-name: ଦେବସ୍ମିତା: [856, 152, 898, 163]
- ad-realestate-14: Ready to possession with conversion land at Hanspal backside of Hyundai Showroom and Nakhara, Sundarpada, CV Raman. 9338213912.: [6, 1760, 184, 1834]
- ad-col2-25: 2/3BHK luxurious flats at Sundarpada Rs.13 Lac onwards for Booking Call: 9861597352.: [190, 1912, 370, 1956]
- booking-heading: CLASSIFIED BOOKING STATIONS: [948, 1573, 1116, 1609]
- zodiac-sign-icon: ♉: [1141, 186, 1173, 218]
- ad-finance-17: HSVC Finance ସରକାରୀ ସ୍କିମ୍ ଲୋନ୍ 09212879579, 09212879578.: [752, 1137, 932, 1181]
- form-dob: ଜନ୍ମ ତାରିଖ........: [14, 150, 174, 181]
- wish-name: JYOTI REKHA (Meera): [958, 582, 1106, 598]
- rashi-text: ମୀନ: ସ୍ୱାସ୍ଥ୍ୟ ସମସ୍ୟାର ସମାଧାନ ହେବ। ଯାତ୍ରା ଶୁଭ ଓ ଆର୍ଥିକ ଲାଭ ହେବ।: [1177, 566, 1490, 595]
- ad-health-0: Keralian herbal full body massage with smart lady therapist. 9937234455.: [566, 415, 744, 459]
- zodiac-sign-icon: ♐: [1141, 452, 1173, 484]
- news-story: [1136, 1296, 1493, 1820]
- rashi-sign: [1137, 563, 1494, 601]
- ad-loan-1: ଗାଡ଼ି, ଘର, ବ୍ୟବସାୟ ଲୋନ୍ ସହଜ କିସ୍ତିରେ। Uttam Finance. 09582778305, 09582779117.: [566, 1713, 744, 1757]
- mane-box: [1136, 1568, 1493, 1816]
- col4-astro-ads: [566, 1210, 744, 1504]
- ad-tolet-6: Fully furnished/ unfurnished corporate office/ guest house, Sahid Nagar/ Chandrasekharpur, BJB Nagar/ IRC/ Forestpark. 9776933648.: [378, 1000, 554, 1074]
- ad-finance-13: ସରକାରୀ ରେଜିଷ୍ଟର୍ଡ ଲୋନ୍ ଏଜେନ୍ସି 20% ସବ୍‌ସିଡି। 07828426338, 09812179012.: [752, 911, 932, 955]
- rashi-text: ସିଂହ: ହେଉଥିବା ଦିନର ଦୃଷ୍ଟିଭଙ୍ଗିକୁ ଯୋଜନାବଦ୍ଧ ଭାବରେ ଚଳାନ୍ତୁ। ଆର୍ଥିକ ସ୍ଥିତି ସୁଦୃଢ଼ ହେବ।: [1177, 300, 1490, 329]
- rashi-text: କୁମ୍ଭ: ପ୍ରତିବେଶୀଙ୍କ ସହ ସମ୍ପର୍କ ଭଲ ରହିବ। ଚାକିରିରେ ପଦୋନ୍ନତିର ସମ୍ଭାବନା ଅଛି।: [1177, 528, 1490, 557]
- loan-label: LOAN: [615, 1632, 695, 1662]
- kid-sub: ପରିବାରବର୍ଗ: [853, 163, 901, 174]
- ad-finance-7: ଦେଶର ସର୍ବବୃହତ ଫାଇନାନ୍ସ Citi Finance. 09589786694, 09685833972.: [752, 647, 932, 691]
- ad-realestate-8: Conversion plot with boundary wall Bomikhal, Rasulgarh, Satyabhamapur, BJEM-II, duplex, flat at Jharpada. 9439495152.: [6, 1301, 184, 1375]
- rashi-name: କର୍କଟ:: [1177, 262, 1213, 276]
- banner-rest: LASSIFIED: [94, 238, 409, 289]
- ad-finance-15: ଆପଣଙ୍କ ଘର ଓ ଗାଡ଼ି ପାଇଁ ସୁବିଧା ଲୋନ୍। 08568880702, 08568880736, 08054376929, 08054376934.: [752, 1024, 932, 1083]
- photo-note: ଏଠାରେ ୨x୨ ସେ.ମି. ଫଟୋ ଲଗାନ୍ତୁ: [940, 69, 1062, 99]
- kid-card: [603, 52, 677, 182]
- ad-astro-5: ମନ୍ତ୍ରସିଦ୍ଧ ଯନ୍ତ୍ର, ରତ୍ନ ପରାମର୍ଶ ଜ୍ୟୋତିଷ। 9238382785.: [566, 1440, 744, 1469]
- birthday-strip: [6, 44, 1122, 210]
- ad-astro-2: ପୁଁ ସହିତ ରାଶିଫଳ ଓ ଗ୍ରହଦୋଷ ସମାଧାନ। 9861137590, 9437254513.: [566, 1308, 744, 1352]
- col4-loan-ads: [566, 1664, 744, 1807]
- rashifala-box: [1136, 44, 1495, 1264]
- wish-photo: [979, 457, 1085, 579]
- ad-packers-4: Agarwal Packers & Movers (DRS Group). For relocations- 9337838210, 06743255433, 9437333475, Jharsuguda- 9337231044.: [378, 2115, 554, 2189]
- ad-col2-6: Plot at Bhubaneswar near Patia Rly. Station. Contact: 9438674915.: [190, 681, 370, 725]
- ad-realestate-17: 3BHK/ 4BHK duplex available for booking at Chakeisiani near VSS Nagar & Rasulgarh. Price- 32 to 41.5 lakhs. Contact: 9439543532, 9861157958.: [6, 2012, 184, 2086]
- column-2: [190, 312, 370, 2074]
- ad-tolet-2: 2BHK flat 7,000/- near Patia, Subhadra Apartment family, service, bachelor. 9777618089.: [378, 759, 554, 803]
- zodiac-sign-icon: ♊: [1141, 224, 1173, 256]
- ad-tolet-1: Full furnished office 750 sqft. IIIrd floor, Amrita Arcade, CRP Square, 550 sqft. 1st floor, Lewis road, Bhubaneswar & 200 sqft. 1st floor, Krishna Arcade, Cuttack. 9437297585.: [378, 665, 554, 754]
- loan-image: [566, 1508, 744, 1660]
- rashi-text: ବୃଷ: କର୍ମକ୍ଷେତ୍ରରେ ବାଧାପ୍ରାପ୍ତ ଚେଷ୍ଟା କରି ମଧ୍ୟ ଅସଫଳତା ମିଳିବ। ଅର୍ଥକ୍ଷେତ୍ରରେ ସାବଧାନ ରୁହନ୍ତୁ। ସ୍ୱାସ୍ଥ୍ୟ ପ୍ରତି ଧ୍ୟାନ ଦିଅନ୍ତୁ।: [1177, 186, 1491, 215]
- col4-top-ads: [566, 210, 744, 255]
- jan1-text: ଭୁବନେଶ୍ୱର, ଜନ୍ମ: ୨୪|୦୮|୨୦୦୩, ସମସ୍ତ ପରିବାରବର୍ଗଙ୍କ ତରଫରୁ ଶୁଭେଚ୍ଛା।: [954, 812, 1110, 852]
- jeevan-photo: [956, 1285, 1108, 1437]
- rashi-text: ତୁଳା: ସ୍ୱାସ୍ଥ୍ୟ ସମସ୍ୟା ନିୟନ୍ତ୍ରଣରେ ରହିବ। ଆର୍ଥିକ ଲାଭ ଓ ବ୍ୟବସାୟରେ ଉନ୍ନତି ହେବ।: [1177, 376, 1491, 405]
- kid-name: ଅଭିନବ: [625, 152, 655, 163]
- kid-photo: [762, 52, 834, 150]
- mane-dates: ଜନ୍ମ: ୨୦|୦୫|୧୯୭୫ - ମୃତ୍ୟୁ: ୨୪|୦୮|୨୦୦୮: [1220, 1799, 1409, 1811]
- affidavit-heading: AFFIDAVIT: [944, 325, 1120, 348]
- ad-realestate-7: Book simplex starts @ 17 lakhs. Duplex @ 28 lakhs at Chandaka near SOG Campus. Contact: 9238043025, 9238043017.: [6, 1237, 184, 1296]
- accommodation-heading: ACCOMMODATION: [378, 1615, 554, 1638]
- ad-finance-14: ଲୋନ୍ ଆବଶ୍ୟକ ସୁଧ ମାତ୍ର ୨% (1,00,000-50,00,000)। Sai Finance. 09992055748, 09812971545.: [752, 960, 932, 1019]
- zodiac-icon: [567, 1045, 743, 1175]
- booking-logo: ୪ ଧରିତ୍ରୀ: [991, 1549, 1073, 1571]
- ad-packers-3: Decan Packers & Movers household/ car relocations, Countrywide, 9338659299, 9439255512.: [378, 2051, 554, 2110]
- ad-finance-20: Kisan Finance Pvt. Ltd. ସରକାରୀ ଲୋନ୍ 08607615322, 08295365694.: [752, 1314, 932, 1358]
- currency-icon: [567, 1509, 743, 1629]
- jan2-text: କଟକ, ଜନ୍ମଦିନ ଶୁଭେଚ୍ଛା: ବାପା, ମାଆ, ଭାଇ ଓ ପରିବାରବର୍ଗ।: [961, 1026, 1103, 1052]
- ad-health-4: (Keralian type) good massage ayurvedic, pain, relax mind. 7377615431.: [566, 626, 744, 670]
- kid-name: ଇଶା: [551, 152, 571, 163]
- ad-finance-19: Certificate, ଜମି, ଗାଡ଼ି, Insurance papers mortgage ରେ। Ganapati Finance. 07352396356, 7377865745, manojm956@gmail.com: [752, 1235, 932, 1309]
- sale-heading-2: SALE: [72, 768, 118, 787]
- jan2-heading: ଜନ୍ମଦିନ ଶୁଭେଚ୍ଛା: [980, 866, 1084, 882]
- rashi-text: ମେଷ: ମାନସିକ ଚିନ୍ତା ଲାଗି ରହିବ ଓ ଆଶା ପୂରଣ ହେବ। କାର୍ଯ୍ୟକ୍ଷେତ୍ରରେ ସଫଳତା ଓ ଆର୍ଥିକ ଲାଭ ହେବ। ପରିବାର ସହ ଆନନ୍ଦରେ ସମୟ ବିତିବ।: [1177, 148, 1490, 177]
- jan2-photo: [979, 885, 1085, 1007]
